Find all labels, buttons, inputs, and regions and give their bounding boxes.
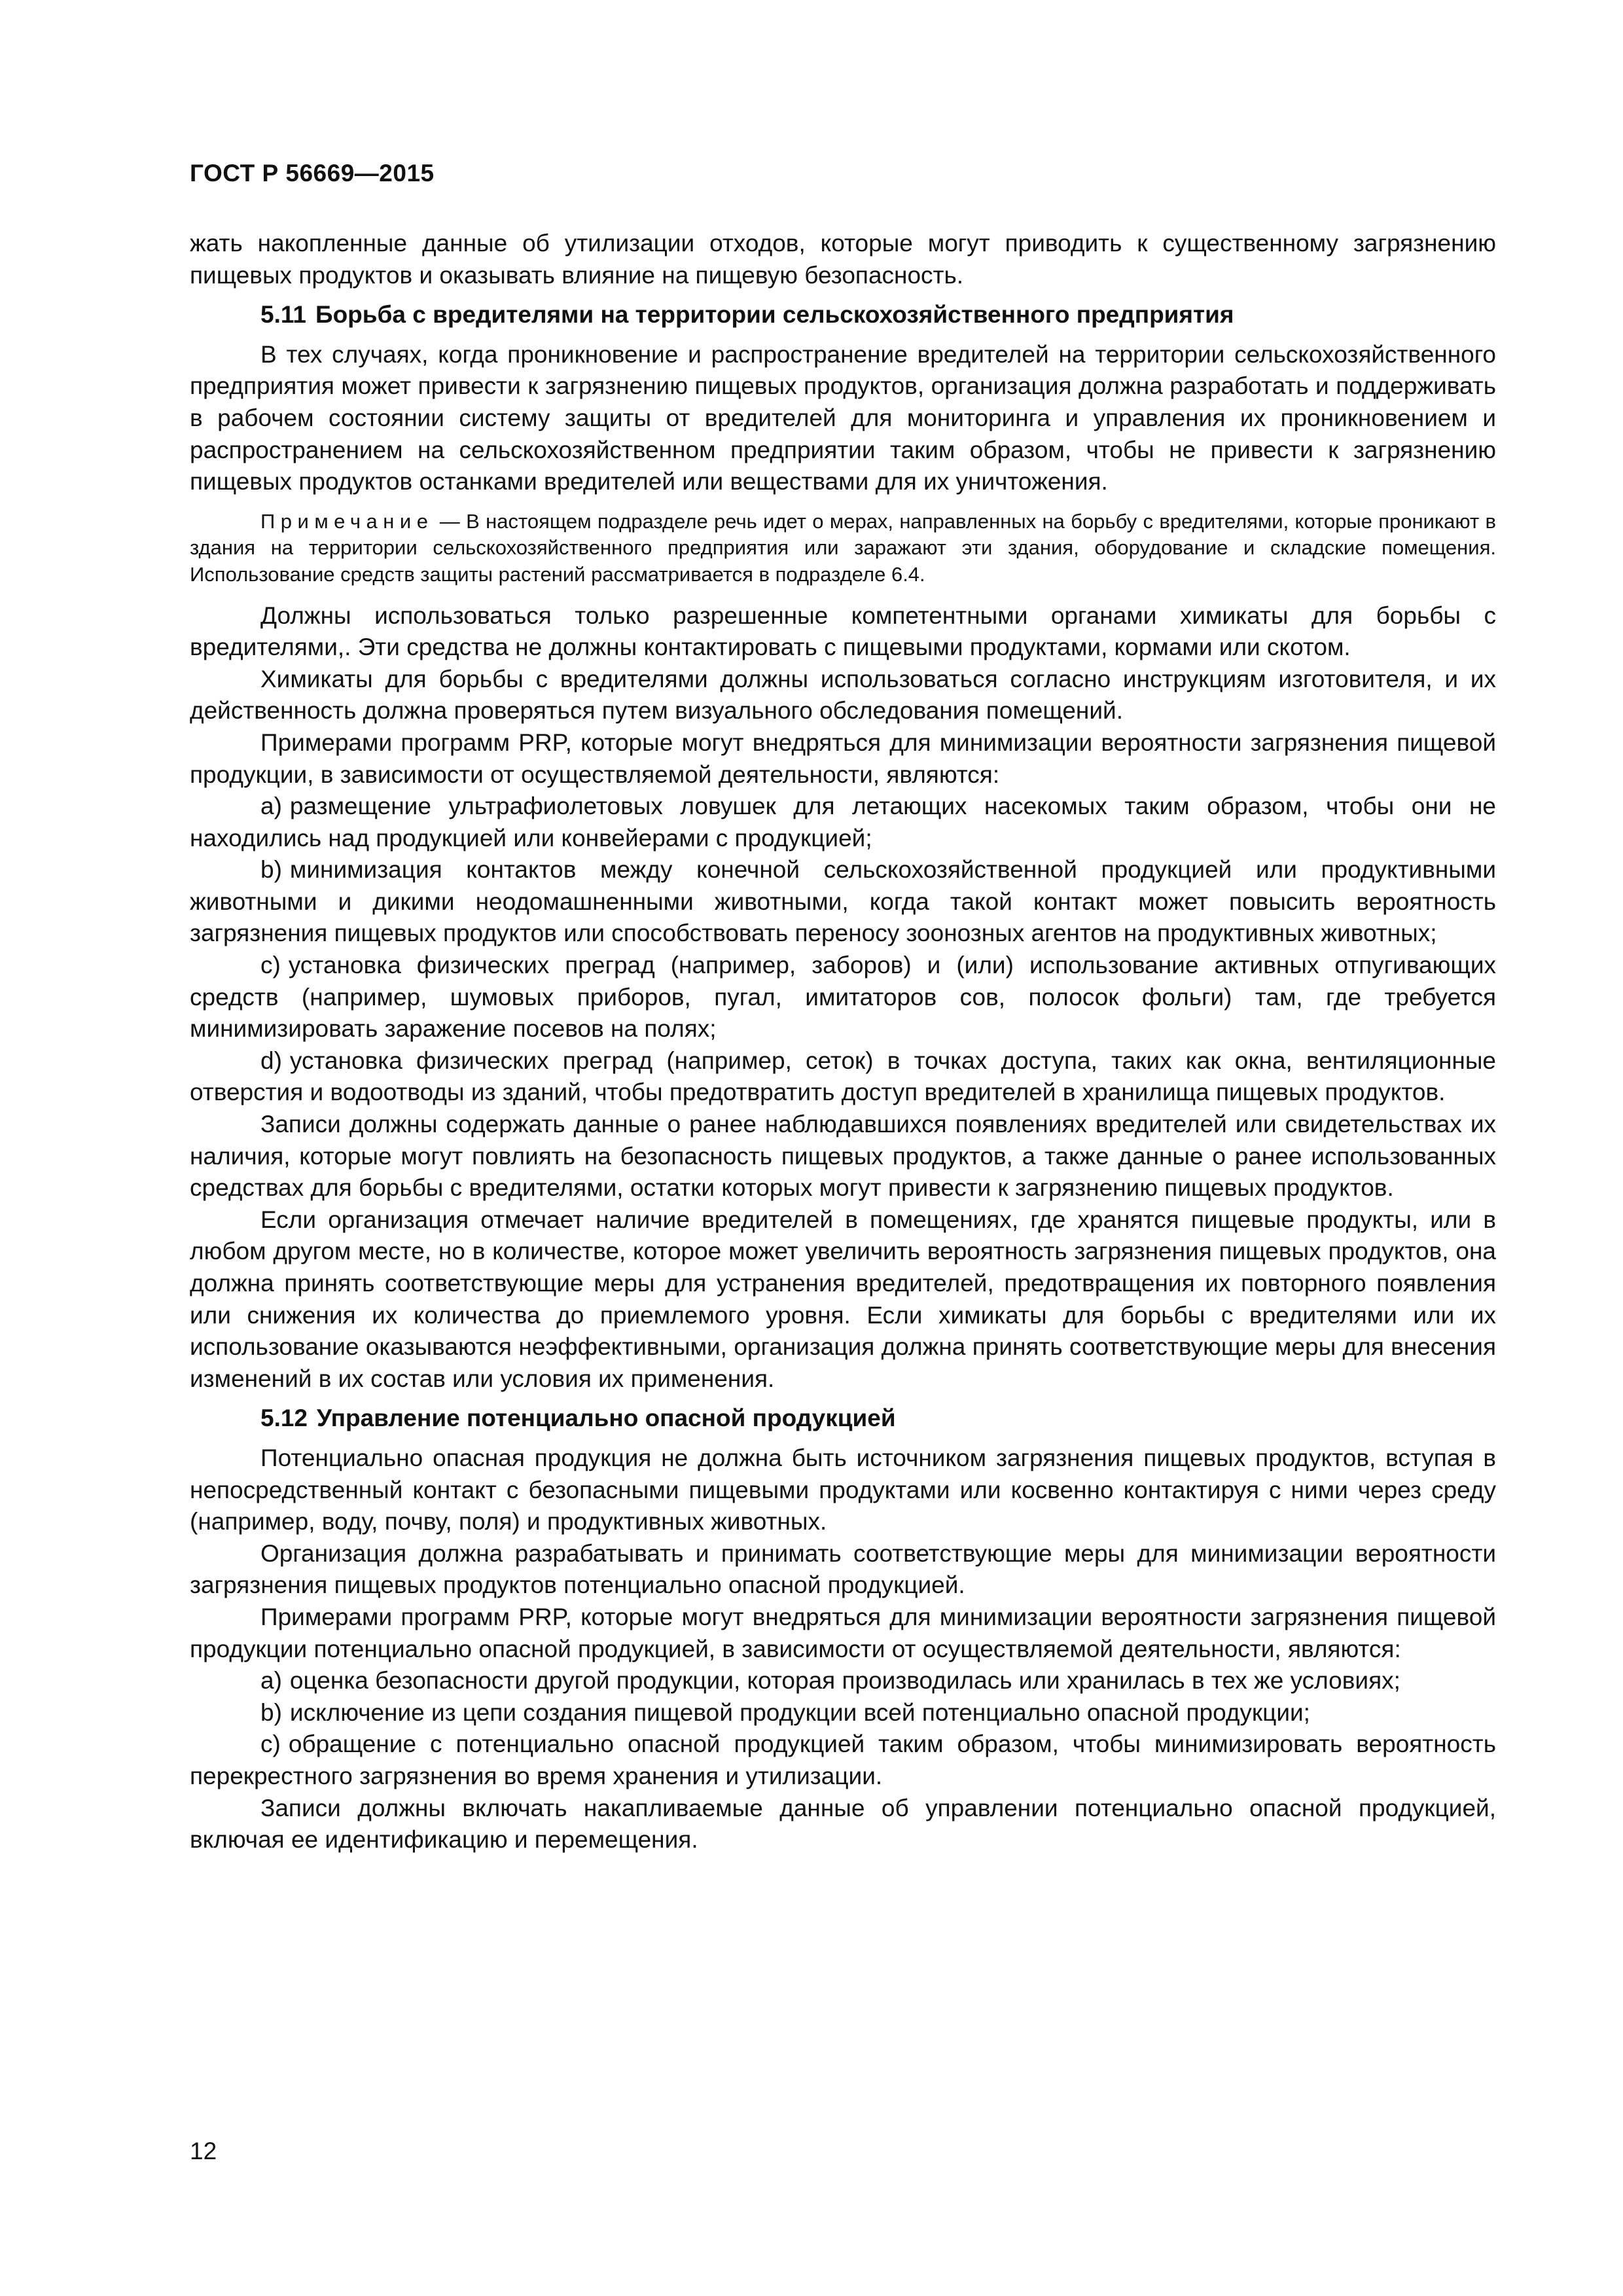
list-item-text: установка физических преград (например, заборов) и (или) использование активных отпугивающих средств (например, шумовых приборов, пугал, имитаторов сов, полосок фольги) там, где требуется минимизировать заражение посевов на полях;	[190, 952, 1496, 1043]
paragraph: Должны использоваться только разрешенные компетентными органами химикаты для борьбы с вредителями,. Эти средства не должны контактировать с пищевыми продуктами, кормами или скотом.	[190, 601, 1496, 661]
list-marker: c)	[260, 1731, 281, 1758]
list-item	[190, 1045, 1496, 1109]
continuation-paragraph: жать накопленные данные об утилизации отходов, которые могут приводить к существенному загрязнению пищевых продуктов и оказывать влияние на пищевую безопасность.	[190, 230, 1496, 289]
section-title: Управление потенциально опасной продукцией	[317, 1405, 896, 1432]
note-label: Примечание	[260, 509, 434, 533]
list-item-text: оценка безопасности другой продукции, которая производилась или хранилась в тех же условиях;	[289, 1667, 1400, 1695]
list-item	[190, 950, 1496, 1045]
list-marker: b)	[260, 856, 282, 884]
list-item	[190, 1729, 1496, 1792]
note	[190, 509, 1496, 588]
list-item	[190, 1665, 1496, 1697]
paragraph: В тех случаях, когда проникновение и распространение вредителей на территории сельскохозяйственного предприятия может привести к загрязнению пищевых продуктов, организация должна разработать и поддерживать в рабочем состоянии систему защиты от вредителей для мониторинга и управления их проникновением и распространением на сельскохозяйственном предприятии таким образом, чтобы не привести к загрязнению пищевых продуктов останками вредителей или веществами для их уничтожения.	[190, 340, 1496, 495]
section-number: 5.12	[260, 1405, 308, 1432]
paragraph: Примерами программ PRP, которые могут внедряться для минимизации вероятности загрязнения пищевой продукции, в зависимости от осуществляемой деятельности, являются:	[190, 728, 1496, 788]
document-header	[190, 161, 435, 185]
section-heading-5-12	[190, 1403, 1496, 1435]
list-marker: a)	[260, 1667, 282, 1695]
note-text: — В настоящем подразделе речь идет о мерах, направленных на борьбу с вредителями, которые проникают в здания на территории сельскохозяйственного предприятия или заражают эти здания, оборудование и складские помещения. Использование средств защиты растений рассматривается в подразделе 6.4.	[190, 509, 1496, 586]
paragraph: Потенциально опасная продукция не должна быть источником загрязнения пищевых продуктов, вступая в непосредственный контакт с безопасными пищевыми продуктами или косвенно контактируя с ними через среду (например, воду, почву, поля) и продуктивных животных.	[190, 1444, 1496, 1535]
section-heading-5-11	[190, 299, 1496, 331]
section-title: Борьба с вредителями на территории сельскохозяйственного предприятия	[315, 301, 1234, 329]
paragraph: Организация должна разрабатывать и принимать соответствующие меры для минимизации вероятности загрязнения пищевых продуктов потенциально опасной продукцией.	[190, 1539, 1496, 1599]
list-item-text: исключение из цепи создания пищевой продукции всей потенциально опасной продукции;	[289, 1698, 1310, 1726]
document-body	[190, 228, 1496, 1856]
list-item-text: размещение ультрафиолетовых ловушек для летающих насекомых таким образом, чтобы они не находились над продукцией или конвейерами с продукцией;	[190, 793, 1496, 852]
list-marker: a)	[260, 793, 282, 820]
list-item-text: обращение с потенциально опасной продукцией таким образом, чтобы минимизировать вероятность перекрестного загрязнения во время хранения и утилизации.	[190, 1731, 1496, 1789]
list-item-text: минимизация контактов между конечной сельскохозяйственной продукцией или продуктивными животными и дикими неодомашненными животными, когда такой контакт может повысить вероятность загрязнения пищевых продуктов или способствовать переносу зоонозных агентов на продуктивных животных;	[190, 856, 1496, 947]
list-item	[190, 791, 1496, 854]
paragraph: Записи должны содержать данные о ранее наблюдавшихся появлениях вредителей или свидетельствах их наличия, которые могут повлиять на безопасность пищевых продуктов, а также данные о ранее использованных средствах для борьбы с вредителями, остатки которых могут привести к загрязнению пищевых продуктов.	[190, 1111, 1496, 1202]
list-item	[190, 854, 1496, 950]
paragraph: Записи должны включать накапливаемые данные об управлении потенциально опасной продукцией, включая ее идентификацию и перемещения.	[190, 1794, 1496, 1854]
list-item-text: установка физических преград (например, сеток) в точках доступа, таких как окна, вентиляционные отверстия и водоотводы из зданий, чтобы предотвратить доступ вредителей в хранилища пищевых продуктов.	[190, 1047, 1496, 1106]
list-marker: c)	[260, 952, 281, 979]
paragraph: Если организация отмечает наличие вредителей в помещениях, где хранятся пищевые продукты, или в любом другом месте, но в количестве, которое может увеличить вероятность загрязнения пищевых продуктов, она должна принять соответствующие меры для устранения вредителей, предотвращения их повторного появления или снижения их количества до приемлемого уровня. Если химикаты для борьбы с вредителями или их использование оказываются неэффективными, организация должна принять соответствующие меры для внесения изменений в их состав или условия их применения.	[190, 1206, 1496, 1392]
page-footer	[190, 2139, 217, 2163]
section-number: 5.11	[260, 301, 306, 329]
standard-number: ГОСТ Р 56669—2015	[190, 160, 435, 187]
list-marker: b)	[260, 1698, 282, 1726]
page-number: 12	[190, 2138, 217, 2164]
list-marker: d)	[260, 1047, 282, 1074]
list-item	[190, 1697, 1496, 1729]
paragraph: Химикаты для борьбы с вредителями должны использоваться согласно инструкциям изготовителя, и их действенность должна проверяться путем визуального обследования помещений.	[190, 665, 1496, 725]
paragraph: Примерами программ PRP, которые могут внедряться для минимизации вероятности загрязнения пищевой продукции потенциально опасной продукцией, в зависимости от осуществляемой деятельности, являются:	[190, 1603, 1496, 1662]
